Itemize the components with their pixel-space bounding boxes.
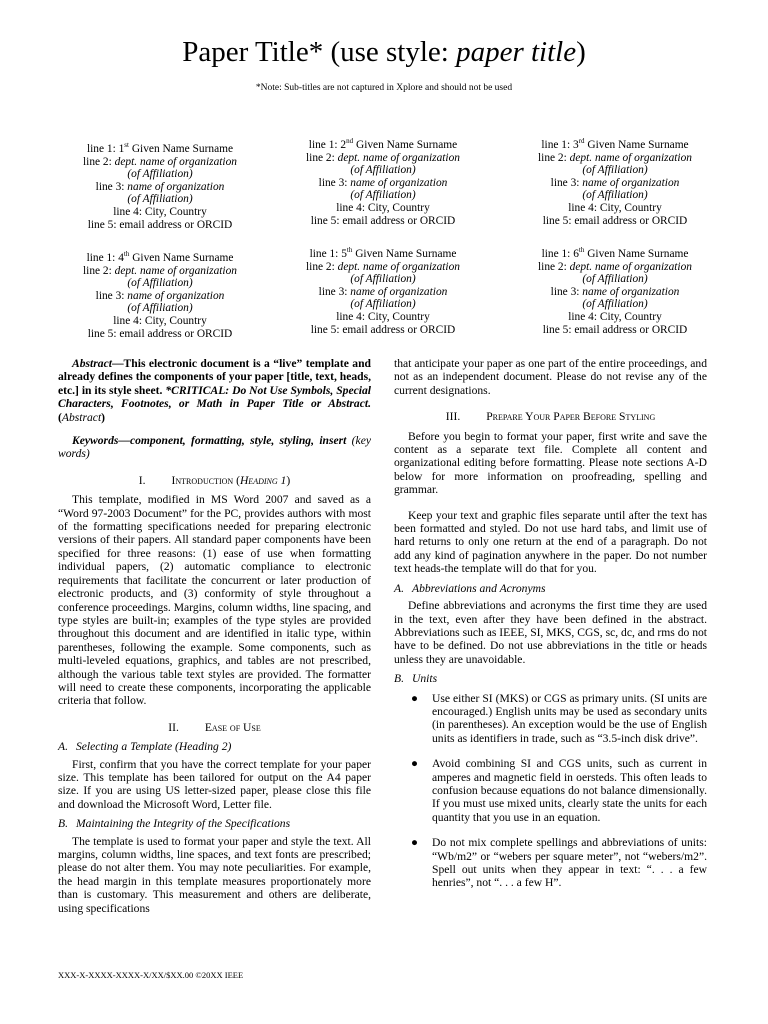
bullet-icon: ● xyxy=(411,757,419,771)
prepare-paragraph-1: Before you begin to format your paper, first write and save the content as a separate text file. Complete all content and organizational editing before formatting. Please note sections A-D below for more information on proofreading, spelling and grammar. xyxy=(394,429,707,497)
keywords: Keywords—component, formatting, style, styling, insert (key words) xyxy=(58,434,371,461)
right-column xyxy=(394,357,707,902)
bullet-icon: ● xyxy=(411,691,419,705)
paper-title: Paper Title* (use style: paper title) xyxy=(182,36,586,68)
copyright-footer: XXX-X-XXXX-XXXX-X/XX/$XX.00 ©20XX IEEE xyxy=(58,970,244,980)
heading-ease-of-use: II. Ease of Use xyxy=(168,720,261,734)
author-block-5: line 1: 5th Given Name Surname line 2: dept. name of organization (of Affiliation) line 3: name of organization (of Affiliation) line 4: City, Country line 5: email address or ORCID xyxy=(306,246,460,336)
continued-paragraph: that anticipate your paper as one part of the entire proceedings, and not as an independent document. Please do not revise any of the current designations. xyxy=(394,357,707,397)
list-item: ● Avoid combining SI and CGS units, such as current in amperes and magnetic field in oersteds. This often leads to confusion because equations do not balance dimensionally. If you must use mixed units, clearly state the units for each quantity that you use in an equation. xyxy=(411,757,707,824)
subheading-selecting-template: A. Selecting a Template (Heading 2) xyxy=(58,740,232,754)
selecting-template-paragraph: First, confirm that you have the correct template for your paper size. This template has been tailored for output on the A4 paper size. If you are using US letter-sized paper, please close this file and download the Microsoft Word, Letter file. xyxy=(58,757,371,811)
subtitle-note: *Note: Sub-titles are not captured in Xplore and should not be used xyxy=(255,83,513,93)
units-list xyxy=(394,692,707,890)
author-block-1: line 1: 1st Given Name Surname line 2: dept. name of organization (of Affiliation) line 3: name of organization (of Affiliation) line 4: City, Country line 5: email address or ORCID xyxy=(83,141,237,231)
author-block-6: line 1: 6th Given Name Surname line 2: dept. name of organization (of Affiliation) line 3: name of organization (of Affiliation) line 4: City, Country line 5: email address or ORCID xyxy=(538,246,692,336)
subheading-units: B. Units xyxy=(394,672,438,686)
list-item: ● Use either SI (MKS) or CGS as primary units. (SI units are encouraged.) English units may be used as secondary units (in parentheses). An exception would be the use of English units as identifiers in trade, such as “3.5-inch disk drive”. xyxy=(411,691,707,745)
list-item: ● Do not mix complete spellings and abbreviations of units: “Wb/m2” or “webers per square meter”, not “webers/m2”. Spell out units when they appear in text: “. . . a few henries”, not “. . . a few H”. xyxy=(411,836,707,890)
author-block-2: line 1: 2nd Given Name Surname line 2: dept. name of organization (of Affiliation) line 3: name of organization (of Affiliation) line 4: City, Country line 5: email address or ORCID xyxy=(306,137,460,227)
heading-prepare-paper: III. Prepare Your Paper Before Styling xyxy=(445,410,656,424)
maintaining-integrity-paragraph: The template is used to format your paper and style the text. All margins, column widths, line spaces, and text fonts are prescribed; please do not alter them. You may note peculiarities. For example, the head margin in this template measures proportionately more than is customary. This measurement and others are deliberate, using specifications xyxy=(58,834,371,915)
prepare-paragraph-2: Keep your text and graphic files separate until after the text has been formatted and styled. Do not use hard tabs, and limit use of hard returns to only one return at the end of a paragraph. Do not add any kind of pagination anywhere in the paper. Do not number text heads-the template will do that for you. xyxy=(394,508,707,576)
abbreviations-paragraph: Define abbreviations and acronyms the first time they are used in the text, even after they have been defined in the abstract. Abbreviations such as IEEE, SI, MKS, CGS, sc, dc, and rms do not have to be defined. Do not use abbreviations in the title or heads unless they are unavoidable. xyxy=(394,599,708,666)
abstract: Abstract—This electronic document is a “live” template and already defines the components of your paper [title, text, heads, etc.] in its style sheet. *CRITICAL: Do Not Use Symbols, Special Characters, Footnotes, or Math in Paper Title or Abstract. (Abstract) xyxy=(58,357,372,424)
heading-introduction: I. Introduction (Heading 1) xyxy=(138,473,291,487)
intro-paragraph: This template, modified in MS Word 2007 and saved as a “Word 97-2003 Document” for the PC, provides authors with most of the formatting specifications needed for preparing electronic versions of their papers. All standard paper components have been specified for three reasons: (1) ease of use when formatting individual papers, (2) automatic compliance to electronic requirements that facilitate the concurrent or later production of electronic products, and (3) conformity of style throughout a conference proceedings. Margins, column widths, line spacing, and type styles are built-in; examples of the type styles are provided throughout this document and are identified in italic type, within parentheses, following the example. Some components, such as multi-leveled equations, graphics, and tables are not prescribed, although the various table text styles are provided. The formatter will need to create these components, incorporating the applicable criteria that follow. xyxy=(58,493,371,708)
left-column xyxy=(58,357,371,915)
author-block-3: line 1: 3rd Given Name Surname line 2: dept. name of organization (of Affiliation) line 3: name of organization (of Affiliation) line 4: City, Country line 5: email address or ORCID xyxy=(538,137,692,227)
subheading-maintaining-integrity: B. Maintaining the Integrity of the Specifications xyxy=(58,817,291,831)
subheading-abbreviations: A. Abbreviations and Acronyms xyxy=(394,581,546,595)
author-block-4: line 1: 4th Given Name Surname line 2: dept. name of organization (of Affiliation) line 3: name of organization (of Affiliation) line 4: City, Country line 5: email address or ORCID xyxy=(83,250,237,340)
bullet-icon: ● xyxy=(411,836,419,850)
